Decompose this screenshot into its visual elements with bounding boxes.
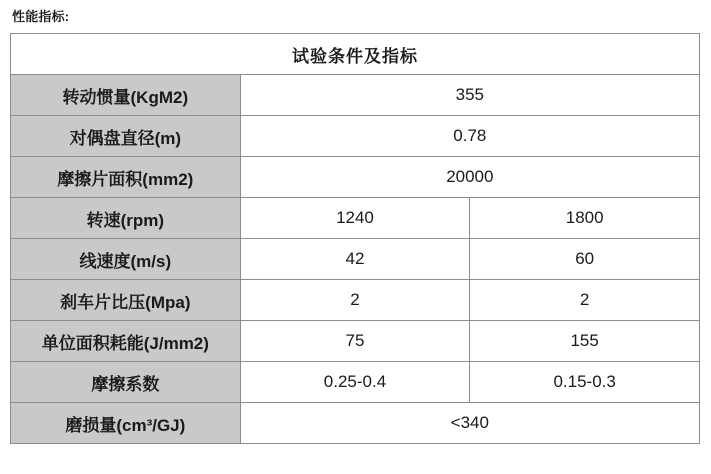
table-row <box>11 116 700 157</box>
row-value: 20000 <box>240 157 699 198</box>
row-label: 对偶盘直径(m) <box>11 116 241 157</box>
table-row <box>11 321 700 362</box>
row-value: 60 <box>470 239 700 280</box>
row-label: 线速度(m/s) <box>11 239 241 280</box>
row-value: 0.25-0.4 <box>240 362 470 403</box>
table-row <box>11 280 700 321</box>
row-label: 转速(rpm) <box>11 198 241 239</box>
row-value: 75 <box>240 321 470 362</box>
table-row <box>11 75 700 116</box>
row-value: <340 <box>240 403 699 444</box>
spec-table <box>10 33 700 444</box>
table-row <box>11 403 700 444</box>
table-title-row <box>11 34 700 75</box>
row-value: 42 <box>240 239 470 280</box>
row-label: 转动惯量(KgM2) <box>11 75 241 116</box>
row-value: 2 <box>470 280 700 321</box>
row-label: 磨损量(cm³/GJ) <box>11 403 241 444</box>
row-label: 刹车片比压(Mpa) <box>11 280 241 321</box>
row-label: 摩擦片面积(mm2) <box>11 157 241 198</box>
row-label: 摩擦系数 <box>11 362 241 403</box>
row-value: 1800 <box>470 198 700 239</box>
row-value: 0.78 <box>240 116 699 157</box>
table-title: 试验条件及指标 <box>11 34 700 75</box>
row-label: 单位面积耗能(J/mm2) <box>11 321 241 362</box>
row-value: 2 <box>240 280 470 321</box>
table-row <box>11 239 700 280</box>
page-title: 性能指标: <box>12 9 70 24</box>
row-value: 155 <box>470 321 700 362</box>
row-value: 0.15-0.3 <box>470 362 700 403</box>
row-value: 355 <box>240 75 699 116</box>
table-row <box>11 157 700 198</box>
table-row <box>11 362 700 403</box>
table-row <box>11 198 700 239</box>
row-value: 1240 <box>240 198 470 239</box>
spec-table-body <box>11 34 700 444</box>
